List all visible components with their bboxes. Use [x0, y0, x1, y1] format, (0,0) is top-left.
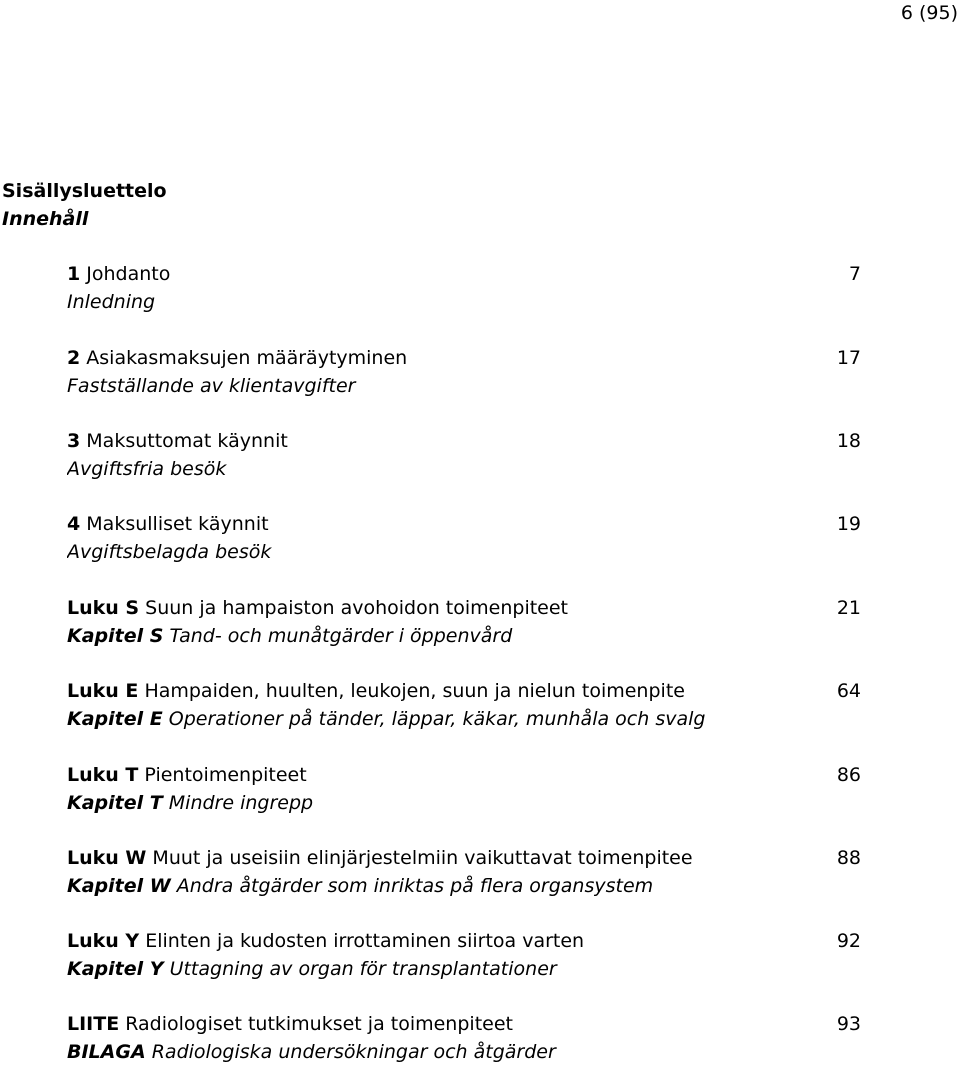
entry-finnish-text: Radiologiset tutkimukset ja toimenpiteet — [125, 1013, 513, 1035]
toc-entry — [67, 427, 861, 483]
entry-swedish-label: Kapitel T — [67, 792, 163, 814]
entry-page-number: 19 — [836, 513, 861, 535]
entry-swedish-text: Tand- och munåtgärder i öppenvård — [169, 625, 513, 647]
entry-finnish-label: Luku W — [67, 847, 147, 869]
entry-finnish-label: Luku S — [67, 597, 140, 619]
entry-finnish-line — [67, 344, 747, 372]
entry-finnish-label: 1 — [67, 263, 81, 285]
entry-finnish-label: 4 — [67, 513, 81, 535]
toc-subtitle: Innehåll — [2, 208, 89, 230]
toc-entry — [67, 594, 861, 650]
entry-finnish-line — [67, 927, 747, 955]
entry-finnish-line — [67, 594, 747, 622]
toc-entry — [67, 761, 861, 817]
entry-page-number: 18 — [836, 430, 861, 452]
page-number: 6 (95) — [900, 2, 958, 24]
entry-finnish-line — [67, 844, 747, 872]
toc-entry — [67, 1010, 861, 1066]
entry-page-number: 88 — [836, 847, 861, 869]
toc-title: Sisällysluettelo — [2, 180, 167, 202]
entry-finnish-line — [67, 260, 747, 288]
entry-finnish-text: Asiakasmaksujen määräytyminen — [86, 347, 408, 369]
entry-swedish-label: Kapitel Y — [67, 958, 164, 980]
entry-swedish-text: Avgiftsbelagda besök — [67, 541, 272, 563]
entry-swedish-text: Avgiftsfria besök — [67, 458, 227, 480]
entry-finnish-line — [67, 1010, 747, 1038]
entry-swedish-line — [67, 955, 747, 983]
toc-entry — [67, 927, 861, 983]
toc-entry — [67, 510, 861, 566]
entry-finnish-text: Johdanto — [86, 263, 171, 285]
entry-swedish-text: Andra åtgärder som inriktas på flera organsystem — [176, 875, 654, 897]
entry-finnish-text: Pientoimenpiteet — [144, 764, 307, 786]
entry-finnish-line — [67, 761, 747, 789]
entry-finnish-label: 2 — [67, 347, 81, 369]
entry-page-number: 92 — [836, 930, 861, 952]
toc-entry — [67, 260, 861, 316]
toc-entry — [67, 844, 861, 900]
entry-finnish-text: Muut ja useisiin elinjärjestelmiin vaikuttavat toimenpitee — [152, 847, 693, 869]
entry-swedish-line — [67, 622, 747, 650]
entry-finnish-label: 3 — [67, 430, 81, 452]
entry-swedish-text: Operationer på tänder, läppar, käkar, munhåla och svalg — [168, 708, 706, 730]
entry-page-number: 93 — [836, 1013, 861, 1035]
entry-finnish-line — [67, 427, 747, 455]
entry-finnish-label: LIITE — [67, 1013, 120, 1035]
entry-swedish-text: Mindre ingrepp — [168, 792, 314, 814]
entry-swedish-text: Fastställande av klientavgifter — [67, 375, 356, 397]
entry-swedish-text: Radiologiska undersökningar och åtgärder — [151, 1041, 556, 1063]
entry-swedish-line — [67, 372, 747, 400]
entry-swedish-label: BILAGA — [67, 1041, 146, 1063]
entry-page-number: 86 — [836, 764, 861, 786]
entry-swedish-line — [67, 705, 747, 733]
entry-page-number: 17 — [836, 347, 861, 369]
entry-finnish-line — [67, 510, 747, 538]
entry-swedish-line — [67, 288, 747, 316]
entry-swedish-line — [67, 538, 747, 566]
toc-entry — [67, 677, 861, 733]
entry-swedish-line — [67, 455, 747, 483]
entry-finnish-text: Hampaiden, huulten, leukojen, suun ja nielun toimenpite — [144, 680, 685, 702]
entry-finnish-label: Luku Y — [67, 930, 140, 952]
toc-entry — [67, 344, 861, 400]
entry-finnish-text: Suun ja hampaiston avohoidon toimenpiteet — [145, 597, 569, 619]
entry-finnish-text: Maksuttomat käynnit — [86, 430, 288, 452]
entry-finnish-text: Maksulliset käynnit — [86, 513, 269, 535]
entry-swedish-text: Inledning — [67, 291, 156, 313]
entry-swedish-line — [67, 789, 747, 817]
entry-finnish-label: Luku E — [67, 680, 139, 702]
entry-swedish-line — [67, 1038, 747, 1066]
entry-swedish-line — [67, 872, 747, 900]
entry-page-number: 7 — [848, 263, 861, 285]
entry-finnish-text: Elinten ja kudosten irrottaminen siirtoa varten — [145, 930, 585, 952]
entry-finnish-label: Luku T — [67, 764, 139, 786]
entry-swedish-label: Kapitel S — [67, 625, 164, 647]
entry-swedish-label: Kapitel W — [67, 875, 171, 897]
entry-swedish-label: Kapitel E — [67, 708, 163, 730]
entry-page-number: 21 — [836, 597, 861, 619]
entry-swedish-text: Uttagning av organ för transplantationer — [169, 958, 557, 980]
entry-page-number: 64 — [836, 680, 861, 702]
entry-finnish-line — [67, 677, 747, 705]
